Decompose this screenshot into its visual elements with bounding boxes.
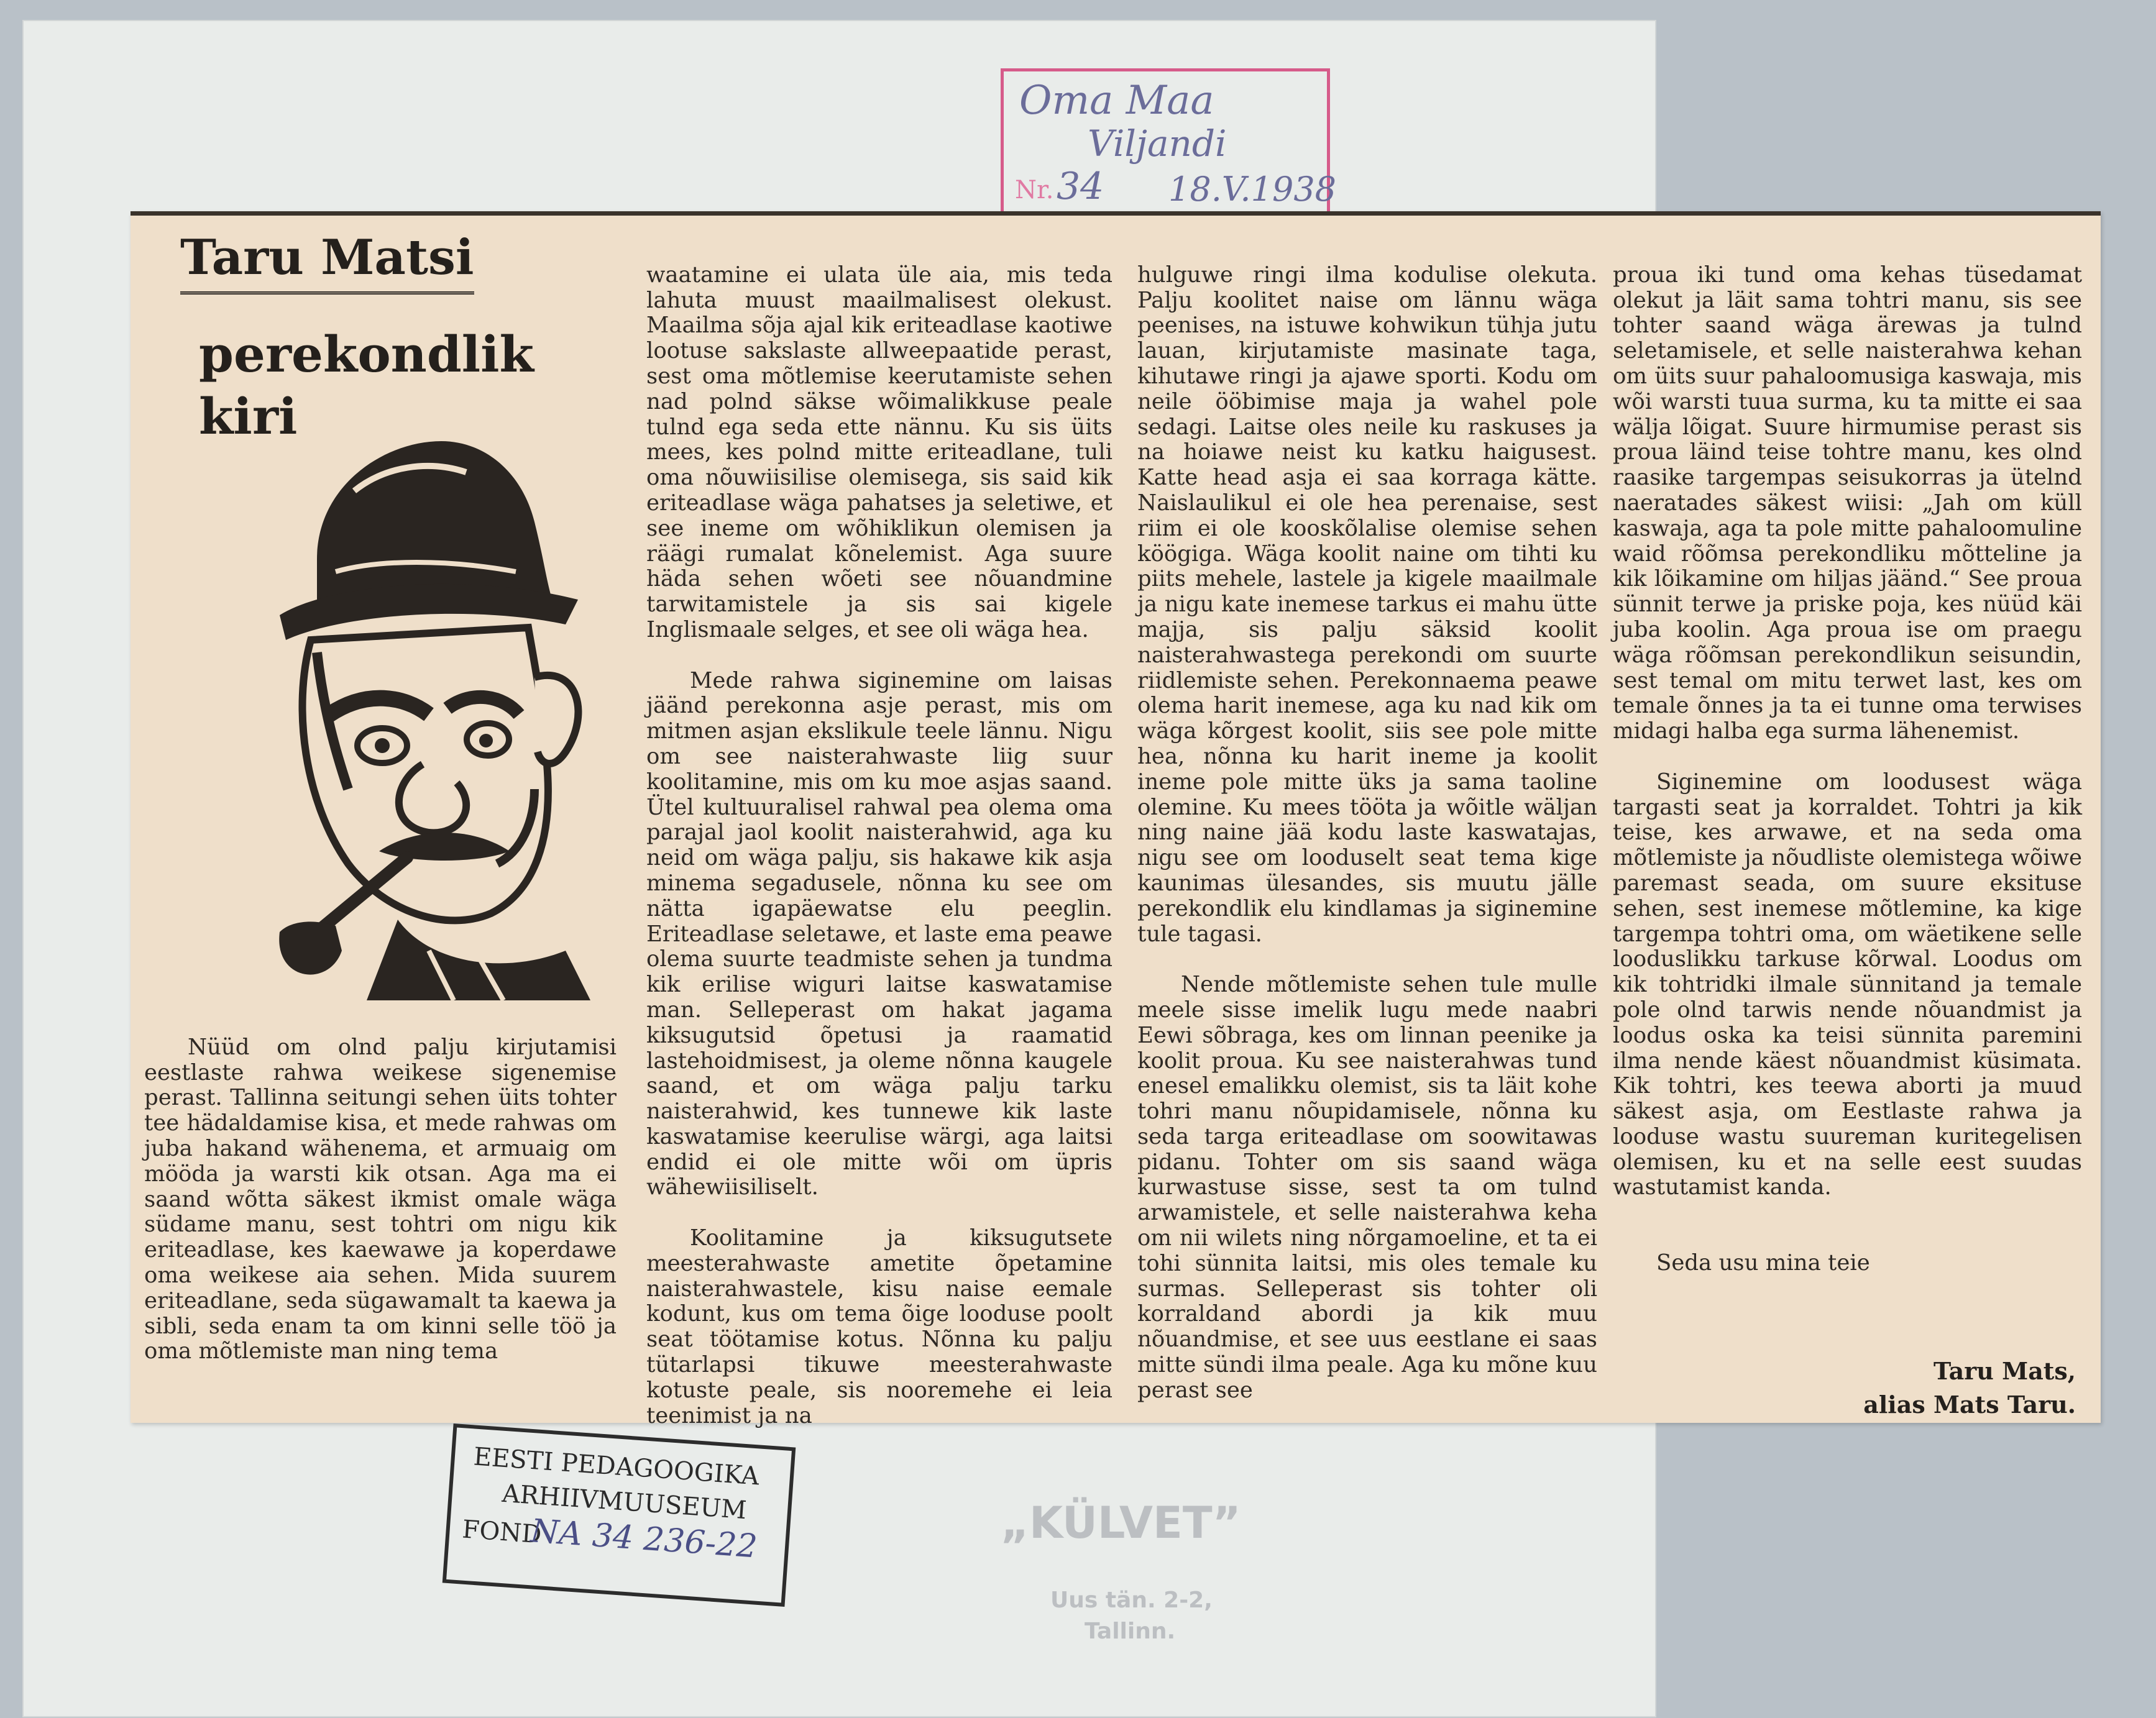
embossed-city: Tallinn. bbox=[1085, 1619, 1176, 1644]
title-line-2: perekondlik kiri bbox=[199, 325, 534, 445]
stamp-date: 18.V.1938 bbox=[1168, 170, 1337, 209]
embossed-address: Uus tän. 2-2, bbox=[1050, 1588, 1213, 1613]
signature-line-2: alias Mats Taru. bbox=[1863, 1391, 2076, 1419]
embossed-publisher-name: „KÜLVET” bbox=[1001, 1497, 1241, 1548]
signature-line-1: Taru Mats, bbox=[1933, 1357, 2076, 1385]
article-column-2 bbox=[646, 237, 1112, 1454]
column-3-paragraph-2: Nende mõtlemiste sehen tule mulle meele sisse imelik lugu mede naabri Eewi sõbraga, kes om linnan peenike ja koolit proua. Ku see naisterahwas tund enesel emalikku olemist, sis ta läit kohe tohri manu nõupidamisele, nõnna ku seda targa eriteadlase om soowitawas pidanu. Tohter om sis saand wäga kurwastuse sisse, sest ta om tulnd arwamistele, et selle naisterahwa keha om nii wilets ning nõrgamoeline, et ta ei tohi sünnita laitsi, mis oles temale ku surmas. Selleperast sis tohter oli korraldand abordi ja kik muu nõuandmise, et see uus eestlane ei saas mitte sündi ilma peale. Aga ku mõne kuu perast see bbox=[1137, 972, 1597, 1403]
column-4-paragraph-2: Siginemine om loodusest wäga targasti seat ja korraldet. Tohtri ja kik teise, kes arwawe, et na seda oma mõtlemiste ja nõudliste olemistega wõiwe paremast seada, om suure eksituse sehen, sest inemese mõtlemine, ka kige targempa tohtri oma, om wäetikene selle looduslikku tarkuse kõrwal. Loodus om kik tohtridki ilmale sünnitand ja temale pole olnd tarwis nende nõuandmist ja loodus oska ka teisi sünnita paremini ilma nende käest nõuandmist küsimata. Kik tohtri, kes teewa aborti ja muud säkest asja, om Eestlaste rahwa ja looduse wastu suureman kuritegelisen olemisen, ku et na selle eest suudas wastutamist kanda. bbox=[1613, 769, 2082, 1200]
stamp-city: Viljandi bbox=[1088, 122, 1227, 165]
newspaper-clipping bbox=[131, 211, 2101, 1428]
stamp-newspaper-name: Oma Maa bbox=[1019, 78, 1214, 124]
column-2-paragraph-2: Mede rahwa siginemine om laisas jäänd perekonna asje perast, mis om mitmen asjan ekslikule teele lännu. Nigu om see naisterahwaste liig suur koolitamine, mis om ku moe asjas saand. Ütel kultuuralisel rahwal pea olema oma parajal jaol koolit naisterahwid, aga ku neid om wäga palju, sis hakawe kik asja minema segadusele, nõnna ku see om nätta igapäewatse elu peeglin. Eriteadlase seletawe, et laste ema peawe olema suurte teadmiste sehen ja tundma kik erilise wiguri laitse kaswatamise man. Selleperast om hakat jagama kiksugutsid õpetusi ja raamatid lastehoidmisest, ja oleme nõnna kaugele saand, et om wäga palju tarku naisterahwid, kes tunnewe kik laste kaswatamise keerulise wärgi, aga laitsi endid ei ole mitte wõi om üpris wähewiisiliselt. bbox=[646, 667, 1112, 1200]
newspaper-source-stamp bbox=[1001, 68, 1337, 224]
stamp-archive-line-2: ARHIIVMUUSEUM bbox=[501, 1479, 748, 1525]
stamp-number-label: Nr. bbox=[1015, 176, 1054, 204]
column-1-paragraph: Nüüd om olnd palju kirjutamisi eestlaste rahwa weikese sigenemise perast. Tallinna seitungi sehen üits tohter tee hädaldamise kisa, et mede rahwas om juba hakand wähenema, et armuaig om mööda ja warsti kik otsan. Aga ma ei saand wõtta säkest ikmist omale wäga südame manu, sest tohtri om nigu kik eriteadlase, kes kaewawe ja koperdawe oma weikese aia sehen. Mida suurem eriteadlane, seda sügawamalt ta kaewa ja sibli, seda enam ta om kinni selle töö ja oma mõtlemiste man ning tema bbox=[144, 1034, 617, 1364]
article-column-4 bbox=[1613, 237, 2082, 1302]
article-column-1 bbox=[144, 1010, 617, 1390]
column-2-paragraph-3: Koolitamine ja kiksugutsete meesterahwaste ametite õpetamine naisterahwastele, kisu naise eemale kodunt, kus om tema õige looduse poolt seat töötamise kotus. Nõnna ku palju tütarlapsi tikuwe meesterahwaste kotuste peale, sis nooremehe ei leia teenimist ja na bbox=[646, 1225, 1112, 1428]
top-rule bbox=[131, 211, 2101, 216]
column-4-closing-line: Seda usu mina teie bbox=[1656, 1250, 1870, 1276]
column-3-paragraph-1: hulguwe ringi ilma kodulise olekuta. Palju koolitet naise om lännu wäga peenises, na istuwe kohwikun tühja jutu lauan, kirjutamiste masinate taga, kihutawe ringi ja ajawe sporti. Kodu om neile ööbimise maja ja wahel pole sedagi. Laitse oles neile ku raskuses ja na hoiawe neist ku katku haigusest. Katte head asja ei saa korraga kätte. Naislaulikul ei ole hea perenaise, sest riim ei ole kooskõlalise olemise sehen köögiga. Wäga koolit naine om tihti ku piits mehele, lastele ja kigele maailmale ja nigu kate inemese tarkus ei mahu ütte majja, sis palju säksid koolit naisterahwastega perekondi om suurte riidlemiste sehen. Perekonnaema peawe olema harit inemese, aga ku nad kik om wäga kõrgest koolit, siis see pole mitte hea, nõnna ku harit ineme ja koolit ineme pole mitte üks ja sama taoline olemine. Ku mees tööta ja wõitle wäljan ning naine jää kodu laste kaswatajas, nigu see om looduselt seat tema kige kaunimas ülesandes, sis muutu jälle perekondlik elu kindlamas ja siginemine tule tagasi. bbox=[1137, 262, 1597, 947]
stamp-number-value: 34 bbox=[1057, 165, 1104, 208]
article-title bbox=[180, 227, 615, 445]
column-2-paragraph-1: waatamine ei ulata üle aia, mis teda lahuta muust maailmalisest olekust. Maailma sõja ajal kik eriteadlase kaotiwe lootuse sakslaste allweepaatide perast, sest oma mõtlemise keerutamiste sehen nad polnd säkse wõimalikkuse peale tulnd ega seda ette nännu. Ku sis üits mees, kes polnd mitte eriteadlane, tuli oma nõuwiisilise olemisega, sis said kik eriteadlase wäga pahatses ja seletiwe, et see ineme om wõhiklikun olemisen ja räägi rumalat kõnelemist. Aga suure häda sehen wõeti see nõuandmine tarwitamistele ja sis sai kigele Inglismaale selges, et see oli wäga hea. bbox=[646, 262, 1112, 642]
signature bbox=[1784, 1355, 2076, 1422]
column-4-paragraph-1: proua iki tund oma kehas tüsedamat olekut ja läit sama tohtri manu, sis see tohter saand wäga ärewas ja tulnd seletamisele, et selle naisterahwa kehan om üits suur pahaloomusiga kaswaja, mis wõi warsti tuua surma, ku ta mitte ei saa wälja lõigat. Suure hirmumise perast sis proua läind teise tohtre manu, kes olnd raasike targempas seisukorras ja ütelnd naeratades säkest wiisi: „Jah om küll kaswaja, aga ta pole mitte pahaloomuline waid rõõmsa perekondliku mõtteline ja kik lõikamine om hiljas jäänd.“ See proua sünnit terwe ja priske poja, kes nüüd käi juba koolin. Aga proua ise om praegu wäga rõõmsan perekondlikun seisundin, sest temal om mitu terwet last, kes om temale õnnes ja ta ei tunne oma terwises midagi halba ega surma lähenemist. bbox=[1613, 262, 2082, 744]
stamp-fond-value: NA 34 236-22 bbox=[529, 1512, 759, 1566]
title-line-1: Taru Matsi bbox=[180, 227, 474, 295]
archive-museum-stamp bbox=[443, 1423, 796, 1607]
stamp-archive-line-1: EESTI PEDAGOOGIKA bbox=[472, 1442, 760, 1491]
caricature-illustration bbox=[242, 416, 590, 1000]
stamp-fond-label: FOND bbox=[461, 1515, 543, 1550]
article-column-3 bbox=[1137, 237, 1597, 1428]
